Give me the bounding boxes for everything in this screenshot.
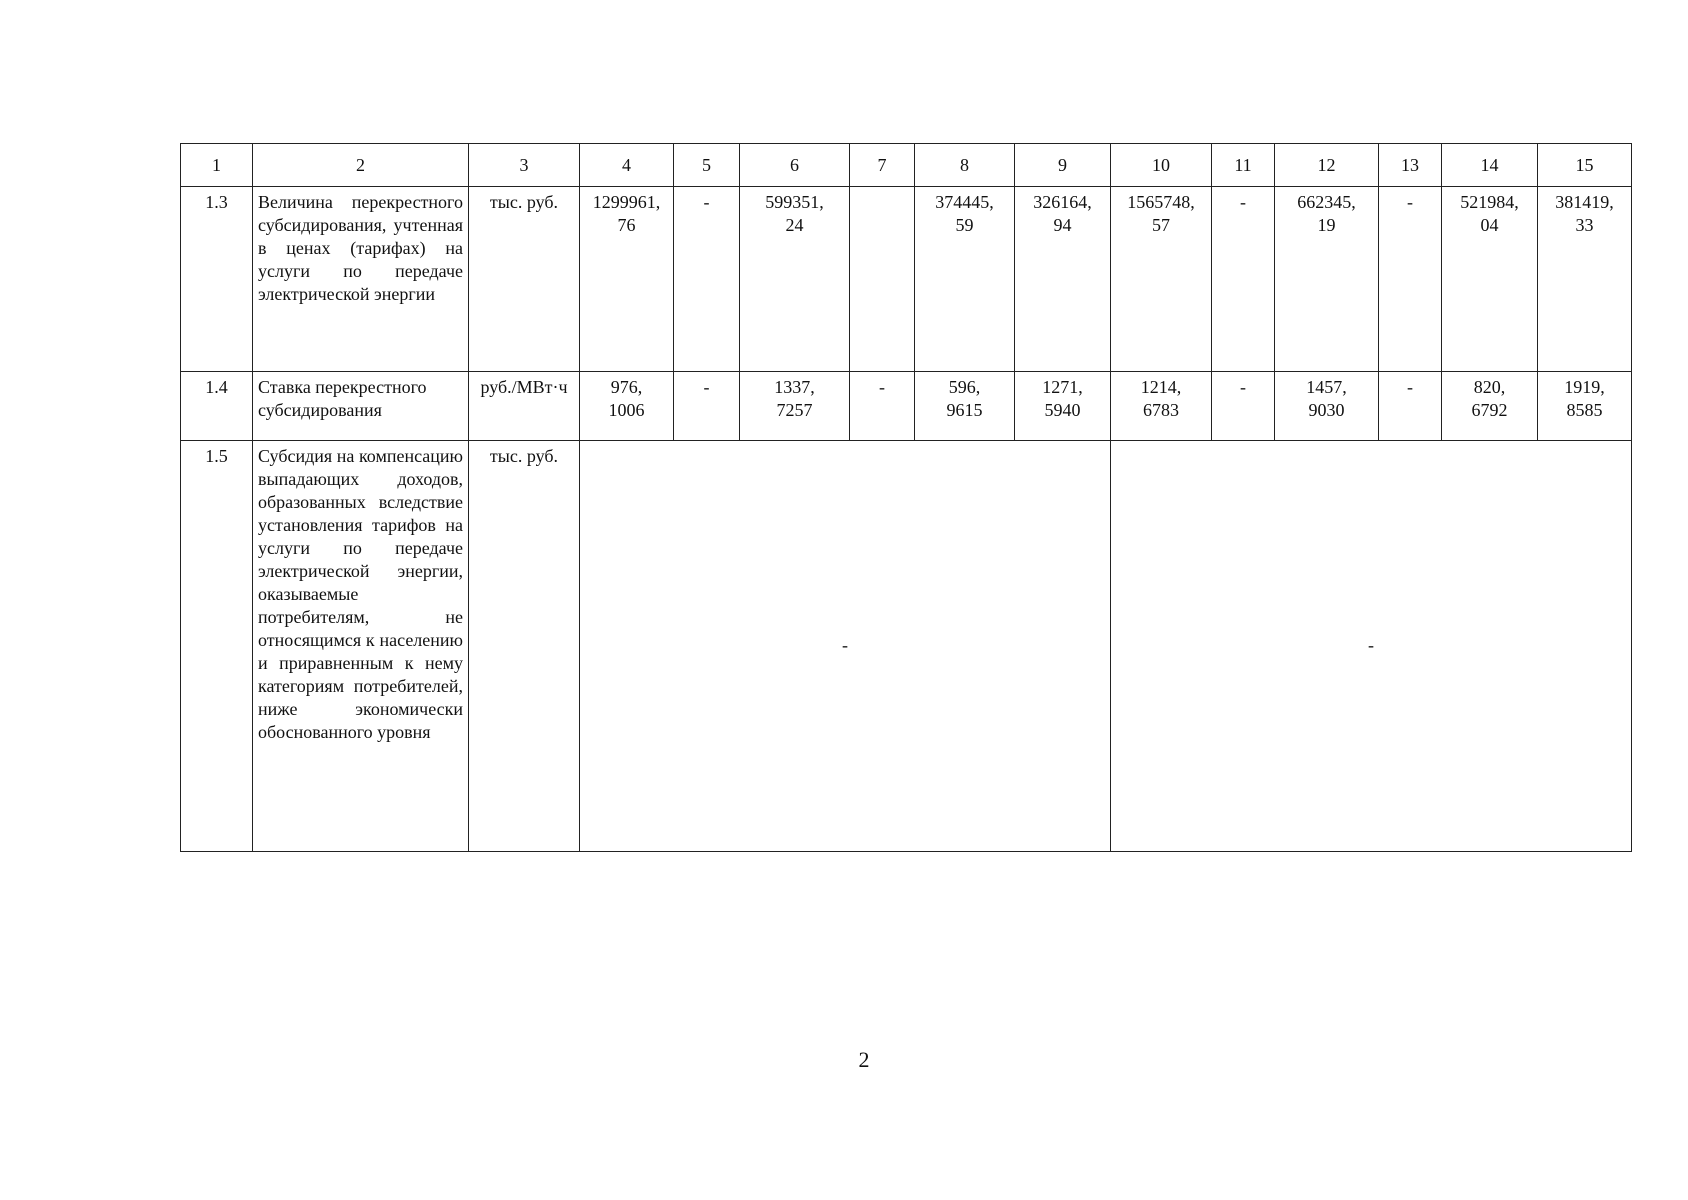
row-number: 1.4	[181, 372, 253, 441]
header-cell: 3	[469, 144, 580, 187]
value-cell: 326164, 94	[1015, 187, 1111, 372]
header-cell: 12	[1275, 144, 1379, 187]
header-cell: 5	[674, 144, 740, 187]
table-row	[181, 372, 1632, 441]
header-cell: 9	[1015, 144, 1111, 187]
value-cell: 521984, 04	[1442, 187, 1538, 372]
value-cell: 599351, 24	[740, 187, 850, 372]
value-cell: 1271, 5940	[1015, 372, 1111, 441]
value-cell: 1919, 8585	[1538, 372, 1632, 441]
merged-value-cell: -	[1111, 441, 1632, 852]
header-cell: 10	[1111, 144, 1212, 187]
table-row	[181, 187, 1632, 372]
merged-value-cell: -	[580, 441, 1111, 852]
row-number: 1.3	[181, 187, 253, 372]
header-cell: 14	[1442, 144, 1538, 187]
header-cell: 8	[915, 144, 1015, 187]
header-row	[181, 144, 1632, 187]
row-description: Величина перекрестного субсидирования, учтенная в ценах (тарифах) на услуги по передаче электрической энергии	[253, 187, 469, 372]
value-cell: 976, 1006	[580, 372, 674, 441]
value-cell: -	[1379, 372, 1442, 441]
value-cell: -	[674, 372, 740, 441]
value-cell: 1337, 7257	[740, 372, 850, 441]
value-cell: 1457, 9030	[1275, 372, 1379, 441]
value-cell: -	[850, 372, 915, 441]
value-cell: -	[1212, 187, 1275, 372]
value-cell: -	[674, 187, 740, 372]
value-cell: 1214, 6783	[1111, 372, 1212, 441]
value-cell: 1299961, 76	[580, 187, 674, 372]
header-cell: 11	[1212, 144, 1275, 187]
value-cell: 662345, 19	[1275, 187, 1379, 372]
row-unit: руб./МВт·ч	[469, 372, 580, 441]
value-cell: -	[1212, 372, 1275, 441]
table-row	[181, 441, 1632, 852]
value-cell: 381419, 33	[1538, 187, 1632, 372]
header-cell: 2	[253, 144, 469, 187]
value-cell: 596, 9615	[915, 372, 1015, 441]
data-table	[180, 143, 1632, 852]
value-cell: 374445, 59	[915, 187, 1015, 372]
row-unit: тыс. руб.	[469, 441, 580, 852]
header-cell: 1	[181, 144, 253, 187]
header-cell: 15	[1538, 144, 1632, 187]
header-cell: 13	[1379, 144, 1442, 187]
value-cell: 1565748, 57	[1111, 187, 1212, 372]
header-cell: 6	[740, 144, 850, 187]
value-cell: 820, 6792	[1442, 372, 1538, 441]
row-number: 1.5	[181, 441, 253, 852]
row-description: Субсидия на компенсацию выпадающих доходов, образованных вследствие установления тарифов на услуги по передаче электрической энергии, оказываемые потребителям, не относящимся к населению и приравненным к нему категориям потребителей, ниже экономически обоснованного уровня	[253, 441, 469, 852]
header-cell: 4	[580, 144, 674, 187]
row-unit: тыс. руб.	[469, 187, 580, 372]
value-cell	[850, 187, 915, 372]
row-description: Ставка перекрестного субсидирования	[253, 372, 469, 441]
header-cell: 7	[850, 144, 915, 187]
page-number: 2	[858, 1047, 870, 1072]
value-cell: -	[1379, 187, 1442, 372]
